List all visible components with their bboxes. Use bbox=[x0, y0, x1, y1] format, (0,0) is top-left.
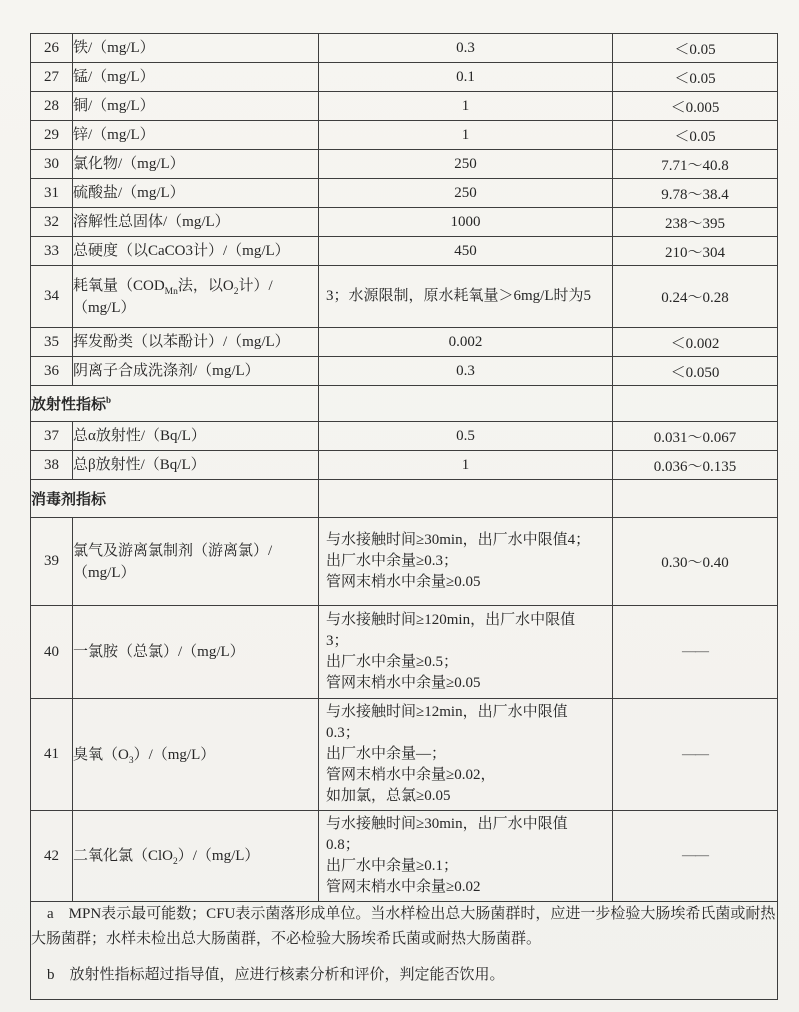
measured-value-cell: ＜0.05 bbox=[613, 34, 778, 63]
row-number-cell: 34 bbox=[31, 266, 73, 328]
row-number-cell: 36 bbox=[31, 357, 73, 386]
footnote-a bbox=[31, 902, 777, 952]
table-row bbox=[31, 422, 778, 451]
limit-line: 管网末梢水中余量≥0.05 bbox=[326, 574, 481, 590]
table-row bbox=[31, 699, 778, 811]
indicator-name-cell: 臭氧$(O_3)/(mg/L)$ bbox=[73, 699, 319, 811]
row-number-cell: 40 bbox=[31, 606, 73, 699]
table-row bbox=[31, 63, 778, 92]
table-row bbox=[31, 357, 778, 386]
row-number-cell: 41 bbox=[31, 699, 73, 811]
table-row bbox=[31, 328, 778, 357]
table-row bbox=[31, 34, 778, 63]
indicator-name-cell: 总α放射性/（Bq/L） bbox=[73, 422, 319, 451]
footnotes-row bbox=[31, 902, 778, 1000]
row-number-cell: 37 bbox=[31, 422, 73, 451]
row-number-cell: 31 bbox=[31, 179, 73, 208]
limit-line: 3；水源限制，原水耗氧量＞6mg/L时为5 bbox=[326, 288, 591, 304]
limit-line: 出厂水中余量≥0.5； bbox=[326, 654, 458, 670]
limit-cell bbox=[319, 518, 613, 606]
table-row bbox=[31, 606, 778, 699]
table-row bbox=[31, 451, 778, 480]
table-row bbox=[31, 179, 778, 208]
row-number-cell: 39 bbox=[31, 518, 73, 606]
row-number-cell: 26 bbox=[31, 34, 73, 63]
footnote-b bbox=[31, 963, 777, 988]
measured-value-cell: —— bbox=[613, 606, 778, 699]
limit-line: 3； bbox=[326, 633, 349, 649]
measured-value-cell: ＜0.050 bbox=[613, 357, 778, 386]
limit-cell: 1 bbox=[319, 92, 613, 121]
limit-line: 出厂水中余量≥0.1； bbox=[326, 858, 458, 874]
limit-cell: 0.5 bbox=[319, 422, 613, 451]
footnote-a-text: MPN表示最可能数；CFU表示菌落形成单位。当水样检出总大肠菌群时，应进一步检验大肠埃希氏菌或耐热大肠菌群；水样未检出总大肠菌群，不必检验大肠埃希氏菌或耐热大肠菌群。 bbox=[31, 906, 776, 947]
limit-cell: 0.3 bbox=[319, 34, 613, 63]
limit-cell: 250 bbox=[319, 179, 613, 208]
indicator-name-cell: 锰/（mg/L） bbox=[73, 63, 319, 92]
limit-cell bbox=[319, 811, 613, 902]
footnote-b-text: 放射性指标超过指导值，应进行核素分析和评价，判定能否饮用。 bbox=[69, 967, 505, 983]
row-number-cell: 35 bbox=[31, 328, 73, 357]
limit-line: 如加氯，总氯≥0.05 bbox=[326, 788, 451, 804]
measured-value-cell: 0.031～0.067 bbox=[613, 422, 778, 451]
limit-cell: 1 bbox=[319, 451, 613, 480]
row-number-cell: 32 bbox=[31, 208, 73, 237]
indicator-name-cell: 耗氧量（$COD_{Mn}$法，以$O_2$计）/（mg/L） bbox=[73, 266, 319, 328]
limit-line: 与水接触时间≥12min，出厂水中限值 bbox=[326, 704, 568, 720]
row-number-cell: 33 bbox=[31, 237, 73, 266]
row-number-cell: 28 bbox=[31, 92, 73, 121]
table-row bbox=[31, 92, 778, 121]
measured-value-cell: 210～304 bbox=[613, 237, 778, 266]
table-row bbox=[31, 208, 778, 237]
measured-value-cell: 0.24～0.28 bbox=[613, 266, 778, 328]
limit-cell: 450 bbox=[319, 237, 613, 266]
indicator-name-cell: 硫酸盐/（mg/L） bbox=[73, 179, 319, 208]
footnote-b-label: b bbox=[47, 967, 55, 983]
measured-value-cell: —— bbox=[613, 811, 778, 902]
row-number-cell: 27 bbox=[31, 63, 73, 92]
limit-line: 管网末梢水中余量≥0.02， bbox=[326, 767, 496, 783]
limit-cell: 1000 bbox=[319, 208, 613, 237]
limit-line: 与水接触时间≥30min，出厂水中限值 bbox=[326, 816, 568, 832]
water-quality-standards-table bbox=[30, 33, 778, 1000]
row-number-cell: 29 bbox=[31, 121, 73, 150]
measured-value-cell: 9.78～38.4 bbox=[613, 179, 778, 208]
limit-cell bbox=[319, 699, 613, 811]
limit-cell: 0.3 bbox=[319, 357, 613, 386]
limit-cell: 250 bbox=[319, 150, 613, 179]
table-row bbox=[31, 266, 778, 328]
footnotes bbox=[31, 902, 778, 1000]
footnote-a-label: a bbox=[47, 906, 54, 922]
empty-cell bbox=[319, 480, 613, 518]
table-row bbox=[31, 518, 778, 606]
indicator-name-cell: 阴离子合成洗涤剂/（mg/L） bbox=[73, 357, 319, 386]
measured-value-cell: 7.71～40.8 bbox=[613, 150, 778, 179]
limit-line: 出厂水中余量—； bbox=[326, 746, 447, 762]
measured-value-cell: ＜0.005 bbox=[613, 92, 778, 121]
limit-line: 0.3； bbox=[326, 725, 360, 741]
limit-cell: 0.1 bbox=[319, 63, 613, 92]
section-title: 消毒剂指标 bbox=[31, 480, 319, 518]
table-row bbox=[31, 237, 778, 266]
section-row-disinfectant bbox=[31, 480, 778, 518]
limit-cell bbox=[319, 606, 613, 699]
footnotes-body bbox=[31, 902, 778, 1000]
indicator-name-cell: 铜/（mg/L） bbox=[73, 92, 319, 121]
limit-cell bbox=[319, 266, 613, 328]
limit-line: 与水接触时间≥120min，出厂水中限值 bbox=[326, 612, 576, 628]
indicator-name-cell: 一氯胺（总氯）/（mg/L） bbox=[73, 606, 319, 699]
empty-cell bbox=[319, 386, 613, 422]
table-row bbox=[31, 150, 778, 179]
table-row bbox=[31, 811, 778, 902]
indicator-name-cell: 铁/（mg/L） bbox=[73, 34, 319, 63]
indicator-name-cell: 总β放射性/（Bq/L） bbox=[73, 451, 319, 480]
row-number-cell: 30 bbox=[31, 150, 73, 179]
indicator-name-cell: 氯化物/（mg/L） bbox=[73, 150, 319, 179]
section-row-radioactivity bbox=[31, 386, 778, 422]
limit-line: 管网末梢水中余量≥0.05 bbox=[326, 675, 481, 691]
empty-cell bbox=[613, 480, 778, 518]
indicator-name-cell: 总硬度（以CaCO3计）/（mg/L） bbox=[73, 237, 319, 266]
measured-value-cell: 0.30～0.40 bbox=[613, 518, 778, 606]
measured-value-cell: 0.036～0.135 bbox=[613, 451, 778, 480]
measured-value-cell: ＜0.05 bbox=[613, 121, 778, 150]
limit-line: 出厂水中余量≥0.3； bbox=[326, 553, 458, 569]
indicator-name-cell: 溶解性总固体/（mg/L） bbox=[73, 208, 319, 237]
empty-cell bbox=[613, 386, 778, 422]
indicator-name-cell: 锌/（mg/L） bbox=[73, 121, 319, 150]
limit-cell: 0.002 bbox=[319, 328, 613, 357]
measured-value-cell: ＜0.05 bbox=[613, 63, 778, 92]
measured-value-cell: —— bbox=[613, 699, 778, 811]
limit-line: 与水接触时间≥30min，出厂水中限值4； bbox=[326, 532, 591, 548]
section-title: 放射性指标$^b$ bbox=[31, 386, 319, 422]
limit-cell: 1 bbox=[319, 121, 613, 150]
row-number-cell: 42 bbox=[31, 811, 73, 902]
indicator-name-cell: 氯气及游离氯制剂（游离氯）/（mg/L） bbox=[73, 518, 319, 606]
row-number-cell: 38 bbox=[31, 451, 73, 480]
measured-value-cell: 238～395 bbox=[613, 208, 778, 237]
measured-value-cell: ＜0.002 bbox=[613, 328, 778, 357]
indicator-name-cell: 挥发酚类（以苯酚计）/（mg/L） bbox=[73, 328, 319, 357]
limit-line: 0.8； bbox=[326, 837, 360, 853]
limit-line: 管网末梢水中余量≥0.02 bbox=[326, 879, 481, 895]
table-row bbox=[31, 121, 778, 150]
standards-table-body bbox=[31, 34, 778, 902]
indicator-name-cell: 二氧化氯（ClO$_2$）/（mg/L） bbox=[73, 811, 319, 902]
